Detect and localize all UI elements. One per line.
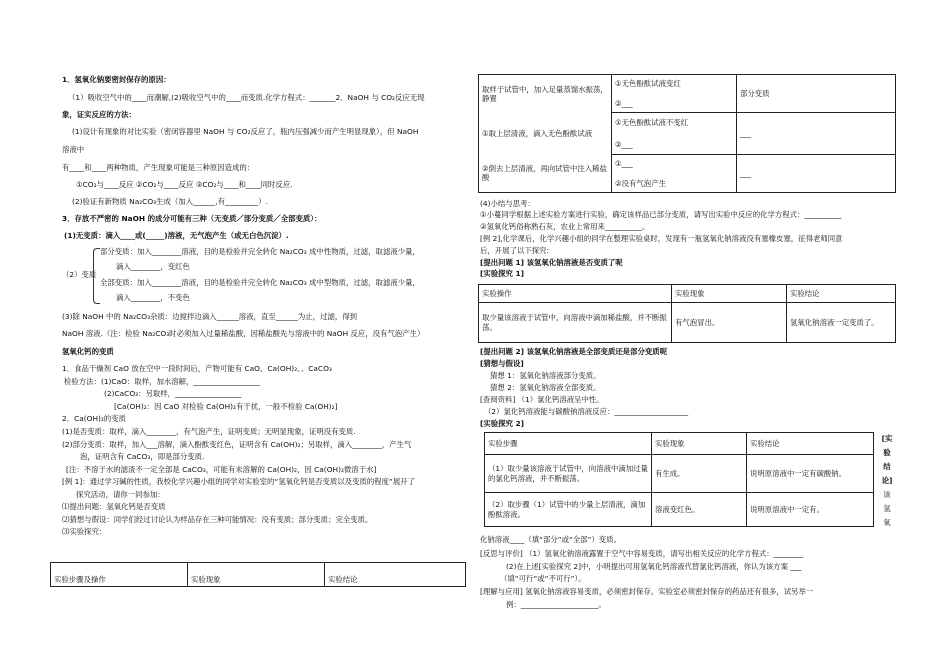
- text-line: 溶液中: [62, 145, 85, 154]
- table-cell: ①___: [615, 159, 633, 169]
- curly-brace: [93, 248, 100, 304]
- text-line: 化钠溶液____（填“部分”或“全部”）变质。: [480, 535, 621, 544]
- text-line: 猜想 2：氢氧化钠溶液全部变质。: [490, 383, 601, 392]
- text-line: 1．食品干燥剂 CaO 放在空中一段时间后，产物可能有 CaO、Ca(OH)₂、、CaCO₃: [62, 364, 332, 373]
- table-cell: 说明原溶液中一定有碳酸钠。: [747, 455, 874, 493]
- text-line: 有____和____两种物质，产生现象可能是三种原因造成的：: [62, 163, 255, 172]
- text-line: 滴入________，变红色: [116, 262, 190, 271]
- text-line: ⑴提出问题：氢氧化钙是否变质: [62, 502, 166, 511]
- table-cell: 取样于试管中，加入足量蒸馏水振荡，静置: [479, 75, 612, 113]
- section-1-heading: 1．氢氧化钠要密封保存的原因：: [62, 75, 171, 84]
- text-line: [提出问题 1] 该氢氧化钠溶液是否变质了呢: [480, 258, 623, 267]
- table-header: 实验现象: [672, 285, 787, 303]
- text-line: [例 2],化学课后，化学兴趣小组的同学在整理实验桌时，发现有一瓶氢氧化钠溶液没有塞橡皮塞，征得老师同意: [480, 234, 843, 243]
- table-cell: ___: [737, 113, 896, 155]
- table-cell: ①无色酚酞试液不变红: [615, 118, 689, 128]
- text-line: (1)无变质：滴入____或(_____)溶液，无气泡产生（或无白色沉淀）.: [64, 231, 289, 240]
- table-cell: 溶液变红色。: [652, 493, 747, 527]
- table-cell: 取少量该溶液于试管中，向溶液中滴加稀盐酸，并不断振荡。: [479, 303, 672, 343]
- section-3-heading: 3．存放不严密的 NaOH 的成分可能有三种（无变质／部分变质／全部变质）：: [62, 214, 322, 223]
- text-line: （2）变质: [62, 270, 97, 279]
- table-cell: ①无色酚酞试液变红: [615, 79, 681, 89]
- text-line: [理解与应用] 氢氧化钠溶液容易变质，必须密封保存。实验室必须密封保存的药品还有很多，试另举一: [480, 587, 814, 596]
- table-header: 实验步骤及操作: [51, 573, 188, 587]
- table-cell: 有气泡冒出。: [672, 303, 787, 343]
- text-line: 泡，证明含有 CaCO₃，即是部分变质.: [80, 452, 205, 461]
- text-line: (4)小结与思考：: [480, 199, 535, 208]
- text-line: (1)设计有现象的对比实验（密闭容器里 NaOH 与 CO₂反应了，瓶内压强减少而产生明显现象），但 NaOH: [72, 127, 419, 136]
- side-label-char: 该: [883, 490, 891, 499]
- text-line: （2）氯化钙溶液能与碳酸钠溶液反应：____________________: [484, 407, 689, 416]
- table-header: 实验步骤: [485, 433, 652, 455]
- table-cell: （1）取少量该溶液于试管中，向溶液中滴加过量的氯化钙溶液，并不断振荡。: [485, 455, 652, 493]
- text-line: 探究活动，请你一同参加：: [76, 490, 165, 499]
- table-cell: 有生成。: [652, 455, 747, 493]
- section-heading: 氢氧化钙的变质: [62, 347, 114, 356]
- table-header: 实验结论: [787, 285, 896, 303]
- text-line: [注：不溶于水的滤渣不一定全部是 CaCO₃，可能有未溶解的 Ca(OH)₂，因 Ca(OH)₂微溶于水]: [66, 465, 377, 474]
- text-line: (1)是否变质：取样，滴入________，有气泡产生，证明变质；无明显现象，证明没有变质.: [62, 427, 356, 436]
- right-experiment-table: [478, 74, 896, 193]
- text-line: 猜想 1：氢氧化钠溶液部分变质。: [490, 371, 601, 380]
- table-header: 实验现象: [652, 433, 747, 455]
- text-line: ⑵猜想与假设：同学们经过讨论认为样品存在三种可能情况：没有变质；部分变质；完全变质。: [62, 515, 373, 524]
- side-label-char: 论]: [881, 476, 893, 485]
- text-line: 滴入________，不变色: [116, 293, 190, 302]
- text-line: (2)部分变质：取样，加入___溶解，滴入酚酞变红色，证明含有 Ca(OH)₂；另取样，滴入________，产生气: [62, 440, 412, 449]
- table-header: 实验结论: [747, 433, 874, 455]
- experiment-1-table: [478, 284, 896, 343]
- side-label-char: 氧: [883, 518, 891, 527]
- table-cell: ②没有气泡产生: [615, 178, 666, 188]
- text-line: [例 1]：通过学习碱的性质，我校化学兴趣小组的同学对实验室的“氢氧化钙是否变质以及变质的程度”展开了: [62, 477, 416, 486]
- text-line: (2)验证有新物质 Na₂CO₃生成（加入______,有_________）.: [72, 197, 268, 206]
- table-cell: ②___: [615, 98, 633, 108]
- side-label-char: 验: [883, 448, 891, 457]
- text-line: 2．Ca(OH)₂的变质: [62, 414, 127, 423]
- text-line: ①小蔓同学根据上述实验方案进行实验，确定该样品已部分变质，请写出实验中反应的化学方程式：__________: [480, 210, 842, 219]
- text-line: 部分变质：加入________溶液，目的是检验并完全转化 Na₂CO₃ 成中性物质，过滤，取滤液少量，: [100, 247, 420, 256]
- table-cell: （2）取步骤（1）试管中的少量上层清液，滴加酚酞溶液。: [485, 493, 652, 527]
- text-line: [反思与评价] （1）氢氧化钠溶液露置于空气中容易变质，请写出相关反应的化学方程式：________: [480, 549, 804, 558]
- text-line: （填“可行”或“不可行”）。: [500, 574, 586, 583]
- table-header: 实验结论: [325, 573, 466, 587]
- text-line: 检验方法：(1)CaO：取样，加水溶解，__________________: [64, 377, 260, 386]
- text-line: [猜想与假设]: [480, 359, 524, 368]
- text-line: [Ca(OH)₂：因 CaO 对检验 Ca(OH)₂有干扰，一般不检验 Ca(OH)₂]: [114, 402, 338, 411]
- text-line: (3)除 NaOH 中的 Na₂CO₃杂质：边搅拌边滴入______溶液，直至______为止，过滤，得到: [62, 312, 358, 321]
- side-label-char: 结: [883, 462, 891, 471]
- table-header: 实验现象: [188, 573, 325, 587]
- table-cell: ①取上层清液，滴入无色酚酞试液: [479, 113, 612, 155]
- text-line: ①CO₂与____反应 ②CO₂与____反应 ③CO₂与____和____同时反应.: [76, 180, 293, 189]
- text-line: ⑶实验探究：: [62, 527, 107, 536]
- text-line: (2)CaCO₃：另取样，__________________: [104, 389, 242, 398]
- text-line: 象，证实反应的方法：: [62, 110, 136, 119]
- text-line: 全部变质：加入________溶液，目的是检验并完全转化 Na₂CO₃ 成中型物质，过滤，取滤液少量，: [100, 278, 420, 287]
- text-line: 例：_____________________。: [506, 600, 606, 609]
- table-cell: ②倒去上层清液，再向试管中注入稀盐酸: [479, 155, 612, 193]
- experiment-2-table: [484, 432, 874, 527]
- text-line: [实验探究 2]: [480, 419, 525, 428]
- text-line: [查阅资料] （1）氯化钙溶液呈中性。: [480, 395, 604, 404]
- table-cell: 说明原溶液中一定有。: [747, 493, 874, 527]
- text-line: NaOH 溶液.（注：检验 Na₂CO₃时必须加入过量稀盐酸，因稀盐酸先与溶液中的 NaOH 反应，没有气泡产生）: [62, 329, 425, 338]
- side-label-char: 氢: [883, 504, 891, 513]
- text-line: （1）吸收空气中的____而潮解,(2)吸收空气中的____而变质.化学方程式：_______2．NaOH 与 CO₂反应无现: [68, 93, 425, 102]
- text-line: [提出问题 2] 该氢氧化钠溶液是全部变质还是部分变质呢: [480, 347, 668, 356]
- table-cell: 氢氧化钠溶液一定变质了。: [787, 303, 896, 343]
- side-label: [880, 432, 894, 530]
- text-line: (2)在上述[实验探究 2]中，小明提出可用氢氧化钙溶液代替氯化钙溶液，你认为该方案 ___: [506, 562, 802, 571]
- left-experiment-table: [50, 562, 466, 587]
- side-label-char: [实: [881, 434, 893, 443]
- text-line: ②氢氧化钙俗称熟石灰，农业上常用来__________。: [480, 222, 650, 231]
- text-line: [实验探究 1]: [480, 269, 525, 278]
- text-line: 后，开展了以下探究:: [480, 246, 550, 255]
- table-header: 实验操作: [479, 285, 672, 303]
- table-cell: 部分变质: [737, 75, 896, 113]
- table-cell: ②___: [615, 139, 633, 149]
- table-cell: ___: [737, 155, 896, 193]
